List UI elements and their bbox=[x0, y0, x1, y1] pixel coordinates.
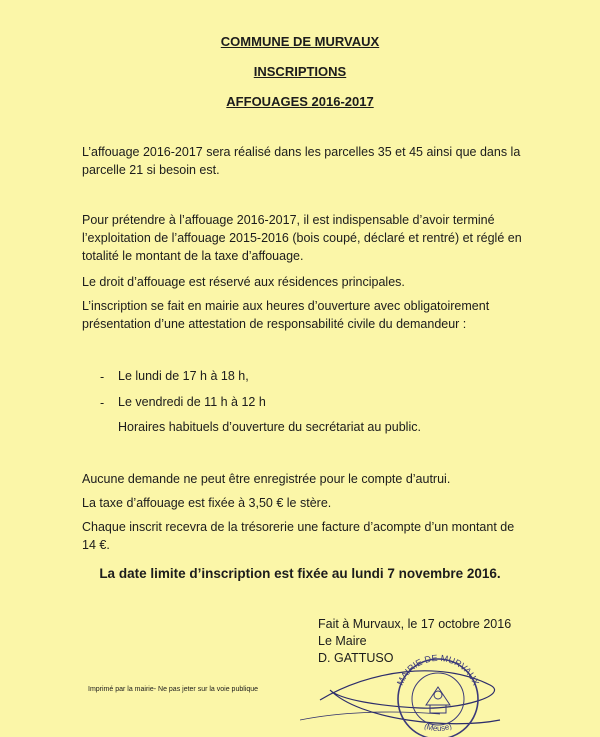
bullet-marker: - bbox=[100, 370, 105, 384]
mairie-stamp bbox=[386, 643, 490, 737]
inscriptions-heading: INSCRIPTIONS bbox=[253, 64, 347, 79]
schedule-friday: Le vendredi de 11 h à 12 h bbox=[118, 395, 266, 409]
signature-name: D. GATTUSO bbox=[318, 651, 394, 665]
stamp-bottom-text: (Meuse) bbox=[422, 721, 454, 734]
paragraph-inscription: L’inscription se fait en mairie aux heures d’ouverture avec obligatoirement présentation d’une attestation de responsabilité civile du demandeur : bbox=[82, 299, 490, 331]
commune-heading: COMMUNE DE MURVAUX bbox=[220, 34, 380, 49]
paragraph-acompte: Chaque inscrit recevra de la trésorerie une facture d’acompte d’un montant de 14 €. bbox=[82, 520, 515, 552]
affouages-heading: AFFOUAGES 2016-2017 bbox=[226, 94, 374, 109]
paragraph-taxe: La taxe d’affouage est fixée à 3,50 € le stère. bbox=[82, 496, 332, 510]
paragraph-conditions: Pour prétendre à l’affouage 2016-2017, il est indispensable d’avoir terminé l’exploitation de l’affouage 2015-2016 (bois coupé, déclaré et rentré) et réglé en totalité le montant de la taxe d’affouage. bbox=[82, 213, 522, 263]
signature-title: Le Maire bbox=[318, 634, 367, 648]
footer-note: Imprimé par la mairie- Ne pas jeter sur la voie publique bbox=[88, 686, 259, 693]
paragraph-residences: Le droit d’affouage est réservé aux résidences principales. bbox=[82, 275, 405, 289]
paragraph-parcelles: L’affouage 2016-2017 sera réalisé dans les parcelles 35 et 45 ainsi que dans la parcelle 21 si besoin est. bbox=[82, 145, 521, 177]
hours-note: Horaires habituels d’ouverture du secrétariat au public. bbox=[118, 420, 421, 434]
paragraph-autrui: Aucune demande ne peut être enregistrée pour le compte d’autrui. bbox=[82, 472, 451, 486]
svg-text:MAIRIE DE MURVAUX bbox=[395, 653, 481, 687]
svg-text:(Meuse) bbox=[423, 721, 453, 733]
stamp-top-text: MAIRIE DE MURVAUX bbox=[394, 652, 482, 687]
schedule-monday: Le lundi de 17 h à 18 h, bbox=[118, 369, 249, 383]
bullet-marker: - bbox=[100, 396, 105, 410]
deadline-notice: La date limite d’inscription est fixée au lundi 7 novembre 2016. bbox=[99, 566, 501, 581]
signature-place-date: Fait à Murvaux, le 17 octobre 2016 bbox=[318, 617, 512, 631]
